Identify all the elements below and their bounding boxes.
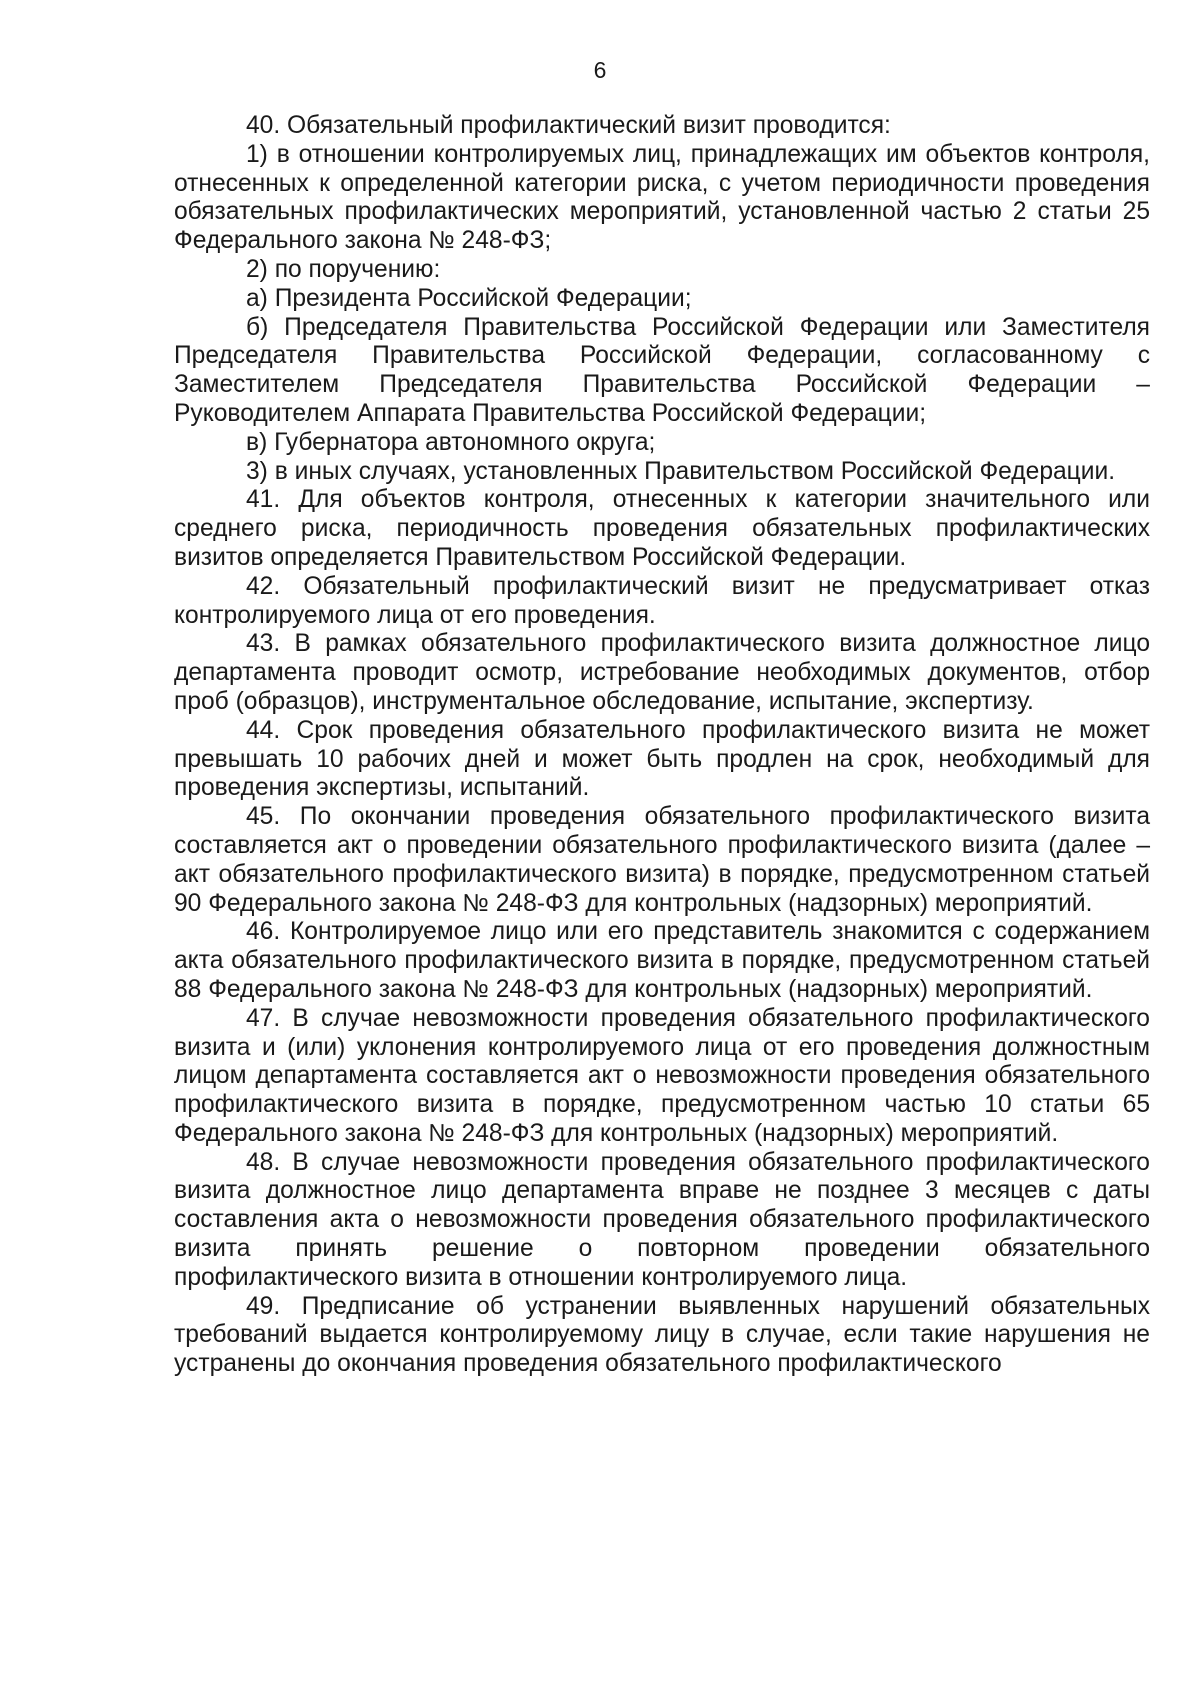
document-body xyxy=(174,112,1150,1379)
paragraph-48: 48. В случае невозможности проведения обязательного профилактического визита должностное лицо департамента вправе не позднее 3 месяцев с даты составления акта о невозможности проведения обязательного профилактического визита принять решение о повторном проведении обязательного профилактического визита в отношении контролируемого лица. xyxy=(174,1148,1150,1291)
paragraph-43: 43. В рамках обязательного профилактического визита должностное лицо департамента проводит осмотр, истребование необходимых документов, отбор проб (образцов), инструментальное обследование, испытание, экспертизу. xyxy=(174,630,1150,715)
paragraph-49: 49. Предписание об устранении выявленных нарушений обязательных требований выдается контролируемому лицу в случае, если такие нарушения не устранены до окончания проведения обязательного профилактического xyxy=(174,1292,1150,1378)
paragraph-40: 40. Обязательный профилактический визит проводится: xyxy=(246,112,891,139)
page-number: 6 xyxy=(593,57,607,83)
paragraph-45: 45. По окончании проведения обязательного профилактического визита составляется акт о проведении обязательного профилактического визита (далее – акт обязательного профилактического визита) в порядке, предусмотренном статьей 90 Федерального закона № 248-ФЗ для контрольных (надзорных) мероприятий. xyxy=(174,803,1150,917)
paragraph-42: 42. Обязательный профилактический визит не предусматривает отказ контролируемого лица от его проведения. xyxy=(174,572,1150,629)
paragraph-40-item-1: 1) в отношении контролируемых лиц, принадлежащих им объектов контроля, отнесенных к определенной категории риска, с учетом периодичности проведения обязательных профилактических мероприятий, установленной частью 2 статьи 25 Федерального закона № 248-ФЗ; xyxy=(174,140,1150,255)
paragraph-47: 47. В случае невозможности проведения обязательного профилактического визита и (или) уклонения контролируемого лица от его проведения должностным лицом департамента составляется акт о невозможности проведения обязательного профилактического визита в порядке, предусмотренном частью 10 статьи 65 Федерального закона № 248-ФЗ для контрольных (надзорных) мероприятий. xyxy=(174,1004,1150,1147)
paragraph-40-item-2v: в) Губернатора автономного округа; xyxy=(246,428,656,456)
paragraph-44: 44. Срок проведения обязательного профилактического визита не может превышать 10 рабочих дней и может быть продлен на срок, необходимый для проведения экспертизы, испытаний. xyxy=(174,716,1150,802)
paragraph-46: 46. Контролируемое лицо или его представитель знакомится с содержанием акта обязательного профилактического визита в порядке, предусмотренном статьей 88 Федерального закона № 248-ФЗ для контрольных (надзорных) мероприятий. xyxy=(174,918,1150,1003)
paragraph-40-item-3: 3) в иных случаях, установленных Правительством Российской Федерации. xyxy=(246,457,1116,485)
paragraph-41: 41. Для объектов контроля, отнесенных к категории значительного или среднего риска, периодичность проведения обязательных профилактических визитов определяется Правительством Российской Федерации. xyxy=(174,486,1150,571)
paragraph-40-item-2a: а) Президента Российской Федерации; xyxy=(246,284,692,312)
paragraph-40-item-2b: б) Председателя Правительства Российской Федерации или Заместителя Председателя Правительства Российской Федерации, согласованному с Заместителем Председателя Правительства Российской Федерации – Руководителем Аппарата Правительства Российской Федерации; xyxy=(174,313,1150,427)
paragraph-40-item-2: 2) по поручению: xyxy=(246,255,441,283)
